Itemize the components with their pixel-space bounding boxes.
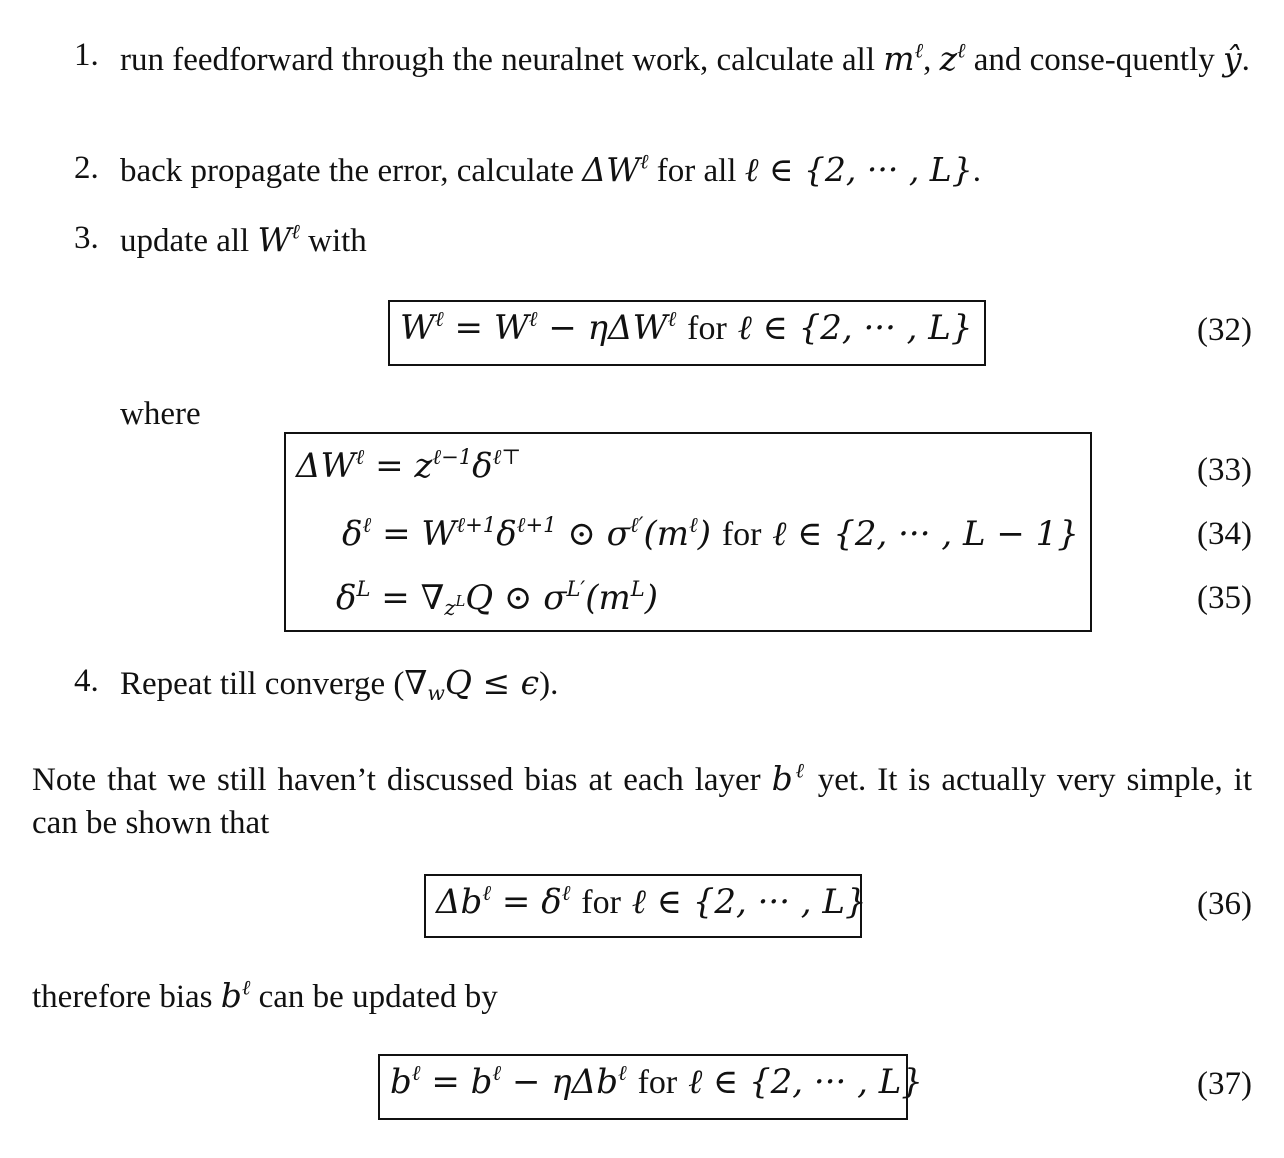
list-number: 4. xyxy=(74,663,99,699)
list-number: 3. xyxy=(74,220,99,256)
equation-number-34: (34) xyxy=(1197,516,1252,552)
list-item-text: run feedforward through the neuralnet work, calculate all $m^\ell$, $z^\ell$ and conse-quently ŷ. xyxy=(120,38,1250,78)
equation-34: $\delta^\ell = W^{\ell+1}\delta^{\ell+1}$ ⊙ $\sigma^{\ell'}(m^\ell)$ for ℓ ∈ {2, ··· , L − 1} xyxy=(342,511,1079,554)
list-item-text: update all $W^\ell$ with xyxy=(120,219,367,259)
equation-number-35: (35) xyxy=(1197,580,1252,616)
equation-number-36: (36) xyxy=(1197,886,1252,922)
list-item-text: Repeat till converge $(\nabla_wQ \le \epsilon)$. xyxy=(120,663,559,706)
note-paragraph: Note that we still haven’t discussed bias at each layer $b^\ell$ yet. It is actually very simple, it can be shown that xyxy=(32,758,1253,841)
equation-number-32: (32) xyxy=(1197,312,1252,348)
equation-number-37: (37) xyxy=(1197,1066,1252,1102)
equation-number-33: (33) xyxy=(1197,452,1252,488)
where-label: where xyxy=(120,396,201,432)
equation-36: $\Delta b^\ell = \delta^\ell$ for ℓ ∈ {2, ··· , L} xyxy=(436,879,867,922)
therefore-paragraph: therefore bias $b^\ell$ can be updated by xyxy=(32,975,498,1015)
list-number: 2. xyxy=(74,150,99,186)
equation-37: $b^\ell = b^\ell - \eta\Delta b^\ell$ for ℓ ∈ {2, ··· , L} xyxy=(390,1059,923,1102)
list-item-text: back propagate the error, calculate $\Delta W^\ell$ for all ℓ ∈ {2, ··· , L}. xyxy=(120,149,981,189)
equation-33: $\Delta W^\ell = z^{\ell-1}\delta^{\ell⊤}$ xyxy=(296,443,522,486)
list-number: 1. xyxy=(74,37,99,73)
equation-32: $W^\ell = W^\ell - \eta\Delta W^\ell$ for ℓ ∈ {2, ··· , L} xyxy=(400,305,973,348)
equation-35: $\delta^L = \nabla_{z^L}Q$ ⊙ $\sigma^{L'}(m^L)$ xyxy=(336,575,659,621)
